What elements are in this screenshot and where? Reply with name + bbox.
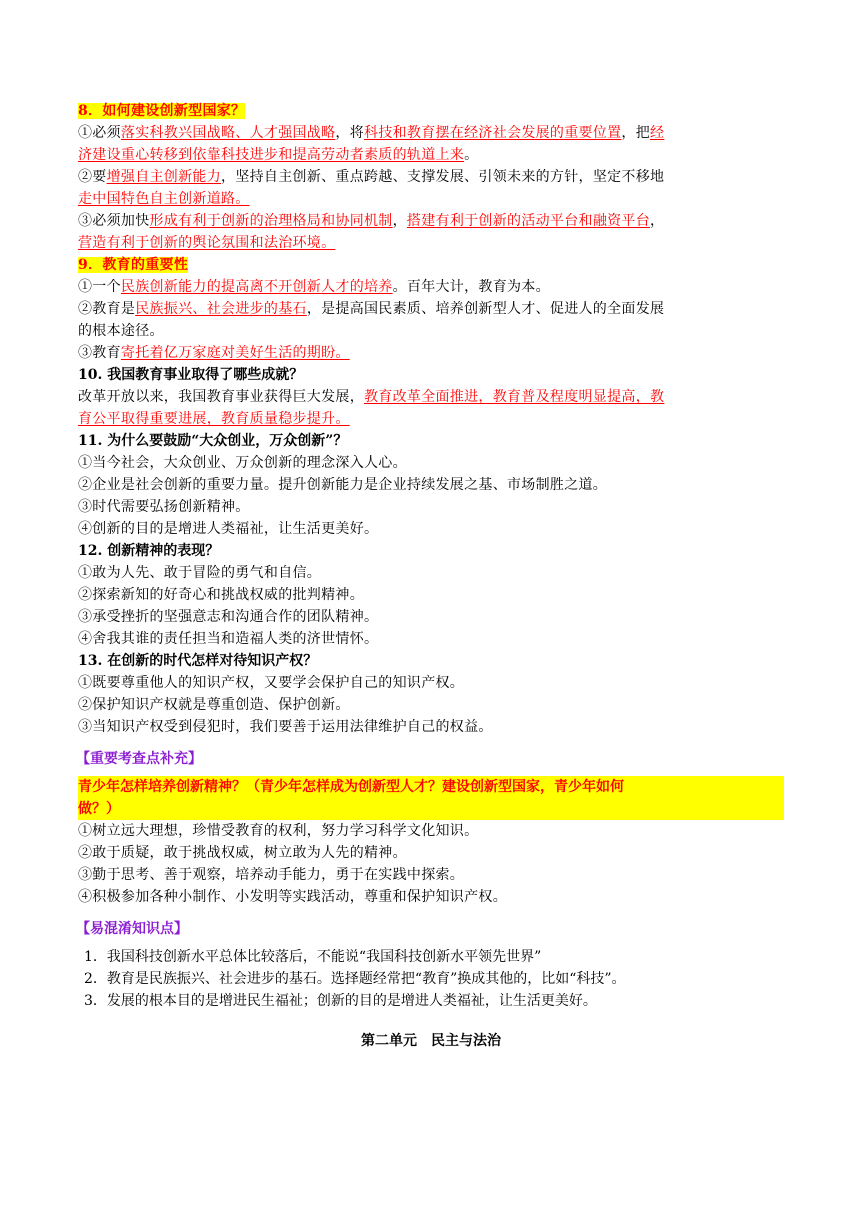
q10-line-1	[78, 386, 784, 408]
key-point: 营造有利于创新的舆论氛围和法治环境。	[78, 235, 336, 251]
text: ，	[650, 213, 665, 229]
q9-title: 9．教育的重要性	[78, 257, 189, 273]
q10-line-2	[78, 408, 784, 430]
supplement-question	[78, 776, 784, 820]
list-item: 3．发展的根本目的是增进民生福祉；创新的目的是增进人类福祉，让生活更美好。	[84, 993, 597, 1009]
key-point: 形成有利于创新的治理格局和协同机制	[149, 213, 393, 229]
key-point: 民族振兴、社会进步的基石	[135, 301, 307, 317]
key-point: 增强自主创新能力	[106, 169, 222, 185]
key-point: 落实科教兴国战略、人才强国战略	[120, 125, 336, 141]
q8-line-2	[78, 144, 784, 166]
list-item: ③承受挫折的坚强意志和沟通合作的团队精神。	[78, 609, 379, 625]
q9-line-1	[78, 276, 784, 298]
key-point: 经	[650, 125, 665, 141]
list-item: ①当今社会，大众创业、万众创新的理念深入人心。	[78, 455, 407, 471]
list-item: ①敢为人先、敢于冒险的勇气和自信。	[78, 565, 322, 581]
list-item: ②探索新知的好奇心和挑战权威的批判精神。	[78, 587, 364, 603]
text: 改革开放以来，我国教育事业获得巨大发展，	[78, 389, 364, 405]
text: ①必须	[78, 125, 121, 141]
list-item: ①树立远大理想，珍惜受教育的权利，努力学习科学文化知识。	[78, 823, 479, 839]
list-item: ④舍我其谁的责任担当和造福人类的济世情怀。	[78, 631, 379, 647]
q8-line-6	[78, 232, 784, 254]
list-item: ①既要尊重他人的知识产权，又要学会保护自己的知识产权。	[78, 675, 465, 691]
list-item: ④创新的目的是增进人类福祉，让生活更美好。	[78, 521, 379, 537]
key-point: 育公平取得重要进展，教育质量稳步提升。	[78, 411, 350, 427]
text: ，坚持自主创新、重点跨越、支撑发展、引领未来的方针，坚定不移地	[221, 169, 665, 185]
supplement-question-line-1: 青少年怎样培养创新精神？（青少年怎样成为创新型人才？建设创新型国家，青少年如何	[78, 779, 624, 795]
text: ，把	[621, 125, 651, 141]
q8-line-1	[78, 122, 784, 144]
text: ②要	[78, 169, 107, 185]
key-point: 走中国特色自主创新道路。	[78, 191, 250, 207]
list-item: 2．教育是民族振兴、社会进步的基石。选择题经常把“教育”换成其他的，比如“科技”。	[84, 971, 626, 987]
q10-title: 10. 我国教育事业取得了哪些成就？	[78, 367, 304, 383]
q9-line-2	[78, 298, 784, 320]
list-item: ②敢于质疑，敢于挑战权威，树立敢为人先的精神。	[78, 845, 407, 861]
list-item: ③时代需要弘扬创新精神。	[78, 499, 250, 515]
list-item: ②企业是社会创新的重要力量。提升创新能力是企业持续发展之基、市场制胜之道。	[78, 477, 608, 493]
key-point: 教育改革全面推进，教育普及程度明显提高，教	[364, 389, 665, 405]
q12-title: 12. 创新精神的表现？	[78, 543, 220, 559]
q13-title: 13. 在创新的时代怎样对待知识产权？	[78, 653, 318, 669]
unit-title: 第二单元 民主与法治	[361, 1033, 501, 1049]
supplement-question-line-2: 做？）	[78, 801, 120, 817]
text: ②教育是	[78, 301, 136, 317]
text: ，将	[335, 125, 365, 141]
q8-line-3	[78, 166, 784, 188]
list-item: ③勤于思考、善于观察，培养动手能力，勇于在实践中探索。	[78, 867, 465, 883]
key-point: 科技和教育摆在经济社会发展的重要位置	[364, 125, 622, 141]
list-item: ③当知识产权受到侵犯时，我们要善于运用法律维护自己的权益。	[78, 719, 493, 735]
q8-title-line	[78, 100, 784, 122]
text: ，是提高国民素质、培养创新型人才、促进人的全面发展	[306, 301, 665, 317]
list-item: ④积极参加各种小制作、小发明等实践活动，尊重和保护知识产权。	[78, 889, 507, 905]
text: 。百年大计，教育为本。	[392, 279, 550, 295]
q11-title: 11. 为什么要鼓励“大众创业，万众创新”？	[78, 433, 348, 449]
supplement-tag: 【重要考查点补充】	[76, 751, 202, 767]
q9-title-line	[78, 254, 784, 276]
list-item: ②保护知识产权就是尊重创造、保护创新。	[78, 697, 350, 713]
key-point: 寄托着亿万家庭对美好生活的期盼。	[120, 345, 350, 361]
key-point: 民族创新能力的提高离不开创新人才的培养	[120, 279, 393, 295]
q8-line-5	[78, 210, 784, 232]
confusing-tag: 【易混淆知识点】	[76, 921, 188, 937]
text: ③教育	[78, 345, 121, 361]
key-point: 济建设重心转移到依靠科技进步和提高劳动者素质的轨道上来	[78, 147, 465, 163]
key-point: 搭建有利于创新的活动平台和融资平台	[406, 213, 651, 229]
text: ③必须加快	[78, 213, 150, 229]
list-item: 1．我国科技创新水平总体比较落后，不能说“我国科技创新水平领先世界”	[84, 949, 542, 965]
text: ，	[392, 213, 407, 229]
text: 。	[464, 147, 479, 163]
document-page	[78, 100, 784, 1050]
q9-line-4	[78, 342, 784, 364]
q9-line-3: 的根本途径。	[78, 323, 164, 339]
q8-line-4	[78, 188, 784, 210]
text: ①一个	[78, 279, 121, 295]
q8-title: 8．如何建设创新型国家？	[78, 103, 246, 119]
